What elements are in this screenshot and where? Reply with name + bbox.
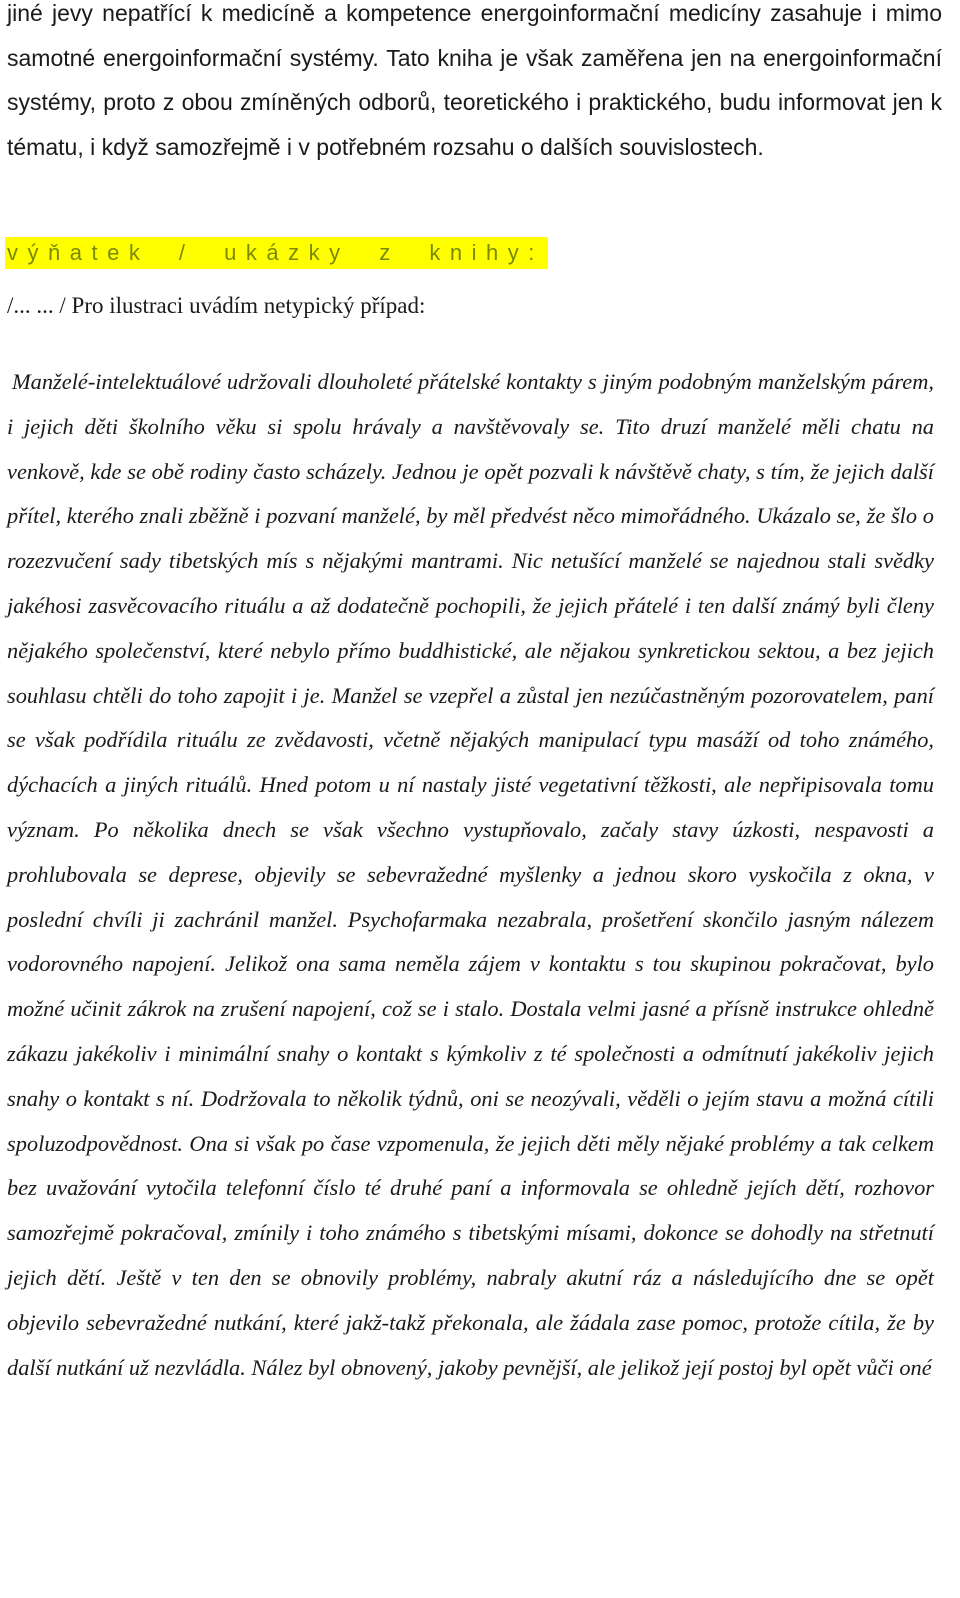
intro-paragraph: jiné jevy nepatřící k medicíně a kompetence energoinformační medicíny zasahuje i mimo samotné energoinformační systémy. Tato kniha je však zaměřena jen na energoinformační systémy, proto z obou zmíněných odborů, teoretického i praktického, budu informovat jen k tématu, i když samozřejmě i v potřebném rozsahu o dalších souvislostech. bbox=[7, 0, 942, 160]
excerpt-highlight-label: výňatek / ukázky z knihy: bbox=[5, 237, 548, 269]
case-story-paragraph: Manželé-intelektuálové udržovali dlouholeté přátelské kontakty s jiným podobným manželským párem, i jejich děti školního věku si spolu hrávaly a navštěvovaly se. Tito druzí manželé měli chatu na venkově, kde se obě rodiny často scházely. Jednou je opět pozvali k návštěvě chaty, s tím, že jejich další přítel, kterého znali zběžně i pozvaní manželé, by měl předvést něco mimořádného. Ukázalo se, že šlo o rozezvučení sady tibetských mís s nějakými mantrami. Nic netušící manželé se najednou stali svědky jakéhosi zasvěcovacího rituálu a až dodatečně pochopili, že jejich přátelé i ten další známý byli členy nějakého společenství, které nebylo přímo buddhistické, ale nějakou synkretickou sektou, a bez jejich souhlasu chtěli do toho zapojit i je. Manžel se vzepřel a zůstal jen nezúčastněným pozorovatelem, paní se však podřídila rituálu ze zvědavosti, včetně nějakých manipulací typu masáží od toho známého, dýchacích a jiných rituálů. Hned potom u ní nastaly jisté vegetativní těžkosti, ale nepřipisovala tomu význam. Po několika dnech se však všechno vystupňovalo, začaly stavy úzkosti, nespavosti a prohlubovala se deprese, objevily se sebevražedné myšlenky a jednou skoro vyskočila z okna, v poslední chvíli ji zachránil manžel. Psychofarmaka nezabrala, prošetření skončilo jasným nálezem vodorovného napojení. Jelikož ona sama neměla zájem v kontaktu s tou skupinou pokračovat, bylo možné učinit zákrok na zrušení napojení, což se i stalo. Dostala velmi jasné a přísně instrukce ohledně zákazu jakékoliv i minimální snahy o kontakt s kýmkoliv z té společnosti a odmítnutí jakékoliv jejich snahy o kontakt s ní. Dodržovala to několik týdnů, oni se neozývali, věděli o jejím stavu a možná cítili spoluzodpovědnost. Ona si však po čase vzpomenula, že jejich děti měly nějaké problémy a tak celkem bez uvažování vytočila telefonní číslo té druhé paní a informovala se ohledně jejích dětí, rozhovor samozřejmě pokračoval, zmínily i toho známého s tibetskými mísami, dokonce se dohodly na střetnutí jejich dětí. Ještě v ten den se obnovily problémy, nabraly akutní ráz a následujícího dne se opět objevilo sebevražedné nutkání, které jakž-takž překonala, ale žádala zase pomoc, protože cítila, že by další nutkání už nezvládla. Nález byl obnovený, jakoby pevnější, ale jelikož její postoj byl opět vůči oné bbox=[7, 369, 934, 1380]
excerpt-lead-line: /... ... / Pro ilustraci uvádím netypický případ: bbox=[7, 293, 426, 318]
